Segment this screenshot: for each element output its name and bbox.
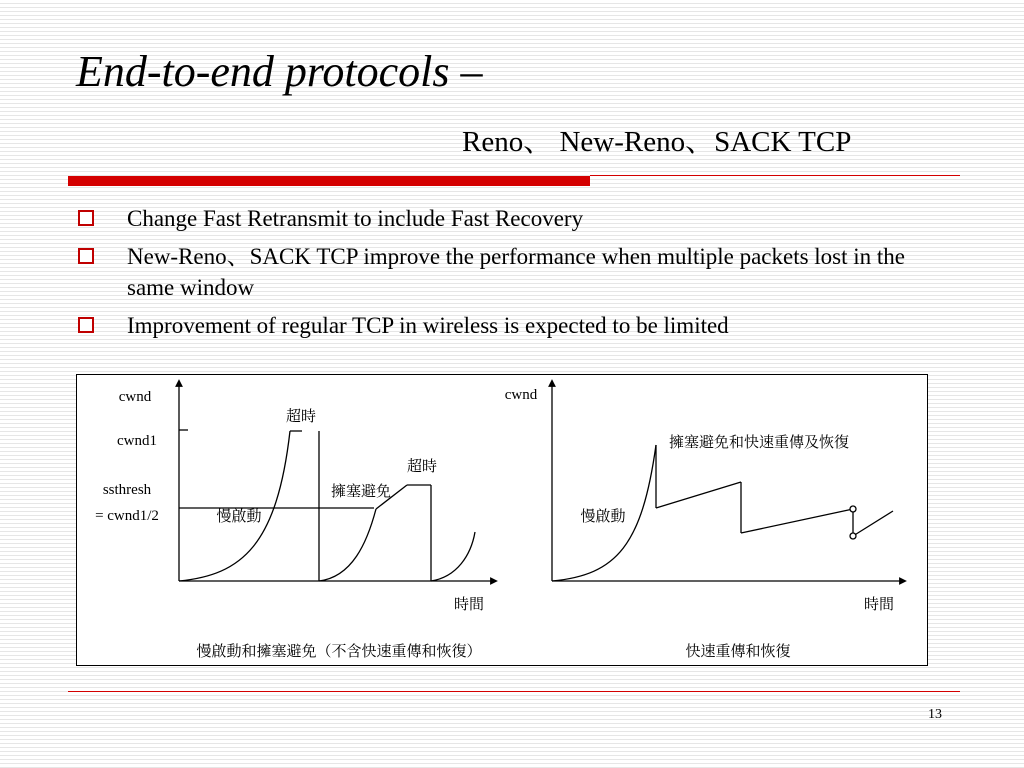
page-number: 13	[928, 707, 942, 722]
cwnd-diagram-svg	[77, 375, 929, 667]
left-slowstart-curve-1	[179, 431, 290, 581]
slide-title: End-to-end protocols –	[76, 47, 483, 96]
bullet-list	[76, 203, 916, 348]
left-slowstart-curve-2	[319, 509, 376, 581]
bullet-text: New-Reno、SACK TCP improve the performance when multiple packets lost in the same window	[127, 244, 906, 300]
left-timeout-label-1: 超時	[285, 407, 317, 425]
left-cwnd1-label: cwnd1	[117, 433, 157, 449]
bullet-text: Change Fast Retransmit to include Fast Recovery	[127, 206, 584, 231]
left-slowstart-label: 慢啟動	[216, 507, 262, 525]
square-bullet-icon	[78, 317, 94, 333]
left-ssthresh-label-line1: ssthresh	[102, 482, 152, 498]
title-underline-thin	[590, 175, 960, 176]
right-ca-fast-label: 擁塞避免和快速重傳及恢復	[669, 433, 850, 451]
right-event-marker-top	[850, 506, 856, 512]
right-x-axis-label: 時間	[863, 595, 895, 613]
left-congestion-avoidance-label: 擁塞避免	[330, 482, 392, 500]
square-bullet-icon	[78, 210, 94, 226]
left-ssthresh-label-line2: = cwnd1/2	[95, 508, 159, 524]
bullet-item	[76, 241, 916, 303]
bullet-item	[76, 203, 916, 234]
right-diagram	[552, 383, 903, 581]
right-caption: 快速重傳和恢復	[685, 642, 791, 660]
left-caption: 慢啟動和擁塞避免（不含快速重傳和恢復）	[196, 642, 482, 660]
right-y-axis-label: cwnd	[504, 387, 538, 403]
left-timeout-label-2: 超時	[406, 457, 438, 475]
bullet-item	[76, 310, 916, 341]
square-bullet-icon	[78, 248, 94, 264]
left-slowstart-curve-3	[431, 532, 475, 581]
title-underline-thick	[68, 176, 590, 186]
footer-rule	[68, 691, 960, 692]
cwnd-diagram-figure	[76, 374, 928, 666]
bullet-text: Improvement of regular TCP in wireless is expected to be limited	[127, 313, 729, 338]
right-ca-line-1	[656, 482, 741, 508]
left-y-axis-label: cwnd	[118, 389, 152, 405]
left-x-axis-label: 時間	[453, 595, 485, 613]
right-ca-line-2	[741, 509, 853, 533]
slide-subtitle: Reno、 New-Reno、SACK TCP	[462, 126, 852, 158]
right-ca-line-3	[853, 511, 893, 536]
right-event-marker-bottom	[850, 533, 856, 539]
right-slowstart-label: 慢啟動	[580, 507, 626, 525]
